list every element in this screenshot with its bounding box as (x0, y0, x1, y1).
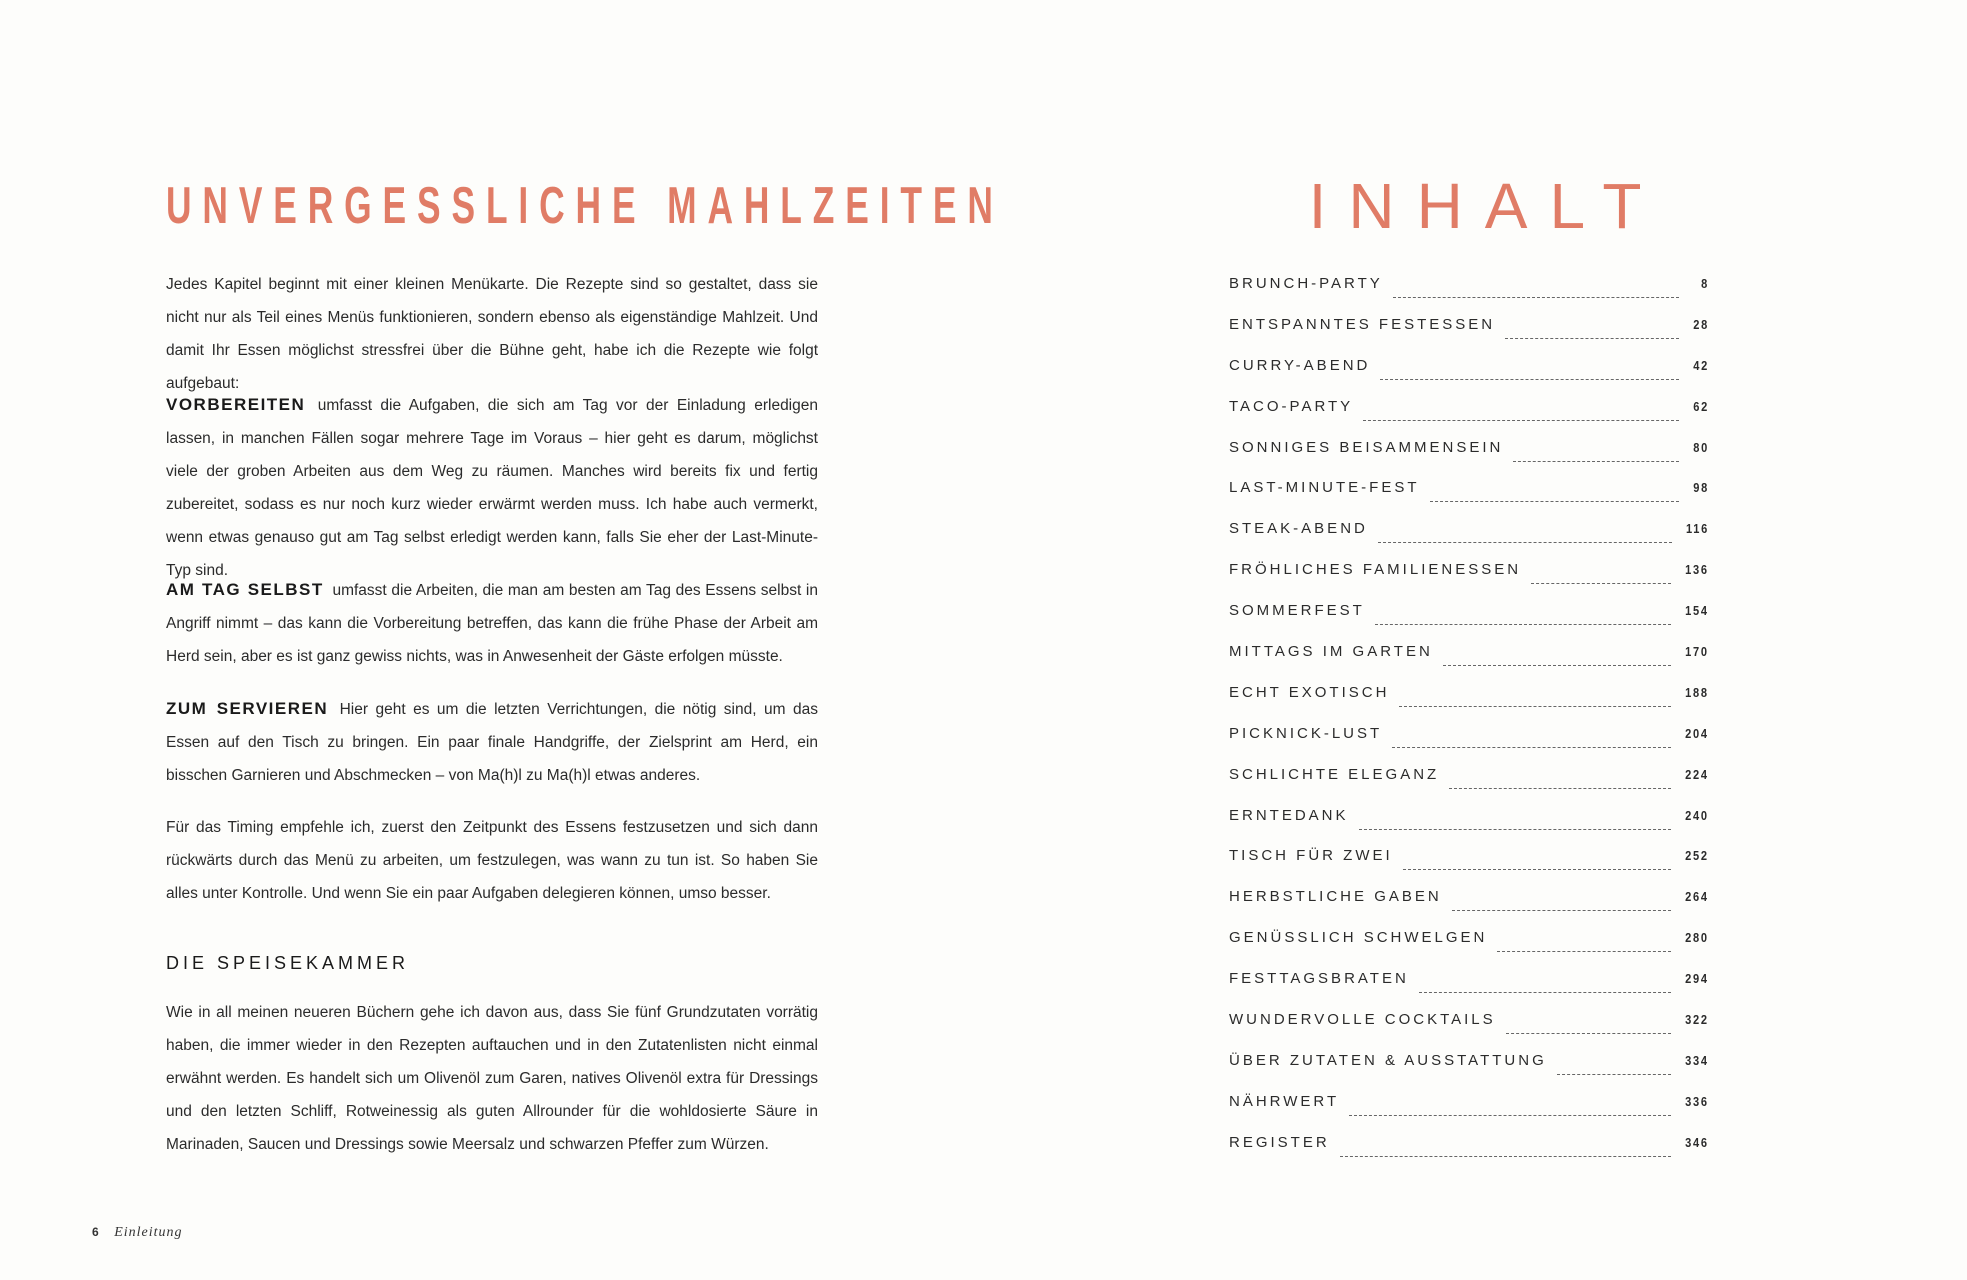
dotted-leader (1557, 1074, 1672, 1075)
section-name: Einleitung (114, 1225, 183, 1240)
toc-entry-page-number: 188 (1685, 684, 1709, 700)
section-text: umfasst die Arbeiten, die man am besten am Tag des Essens selbst in Angriff nimmt – das kann die Vorbereitung betreffen, das kann die frühe Phase der Arbeit am Herd sein, aber es ist ganz gewiss nichts, was in Anwesenheit der Gäste erfolgen müsste. (166, 582, 818, 665)
right-page (983, 0, 1967, 1280)
toc-entry-label: ECHT EXOTISCH (1229, 683, 1390, 701)
toc-entry-page-number: 62 (1693, 398, 1709, 414)
section-heading: DIE SPEISEKAMMER (166, 953, 410, 973)
toc-entry-page-number: 280 (1685, 930, 1709, 946)
toc-entry-page-number: 80 (1693, 439, 1709, 455)
dotted-leader (1375, 624, 1671, 625)
toc-entry-page-number: 294 (1685, 971, 1709, 987)
dotted-leader (1449, 788, 1671, 789)
pantry-paragraph: Wie in all meinen neueren Büchern gehe ich davon aus, dass Sie fünf Grundzutaten vorrätig haben, die immer wieder in den Rezepten auftauchen und in den Zutatenlisten nicht einmal erwähnt werden. Es handelt sich um Olivenöl zum Garen, natives Olivenöl extra für Dressings und den letzten Schliff, Rotweinessig als guten Allrounder für die wohldosierte Säure in Marinaden, Saucen und Dressings sowie Meersalz und schwarzen Pfeffer zum Würzen. (166, 1004, 818, 1153)
section-term: VORBEREITEN (166, 395, 306, 414)
dotted-leader (1419, 992, 1672, 993)
toc-entry[interactable] (1229, 888, 1709, 929)
toc-entry-page-number: 42 (1693, 357, 1709, 373)
dotted-leader (1378, 542, 1672, 543)
toc-entry-page-number: 116 (1686, 521, 1709, 537)
toc-entry[interactable] (1229, 439, 1709, 480)
toc-entry[interactable] (1229, 1093, 1709, 1134)
toc-entry-label: TACO-PARTY (1229, 397, 1354, 415)
dotted-leader (1452, 910, 1672, 911)
toc-entry[interactable] (1229, 643, 1709, 684)
toc-entry-label: WUNDERVOLLE COCKTAILS (1229, 1011, 1496, 1029)
toc-entry-label: TISCH FÜR ZWEI (1229, 847, 1393, 865)
toc-entry[interactable] (1229, 847, 1709, 888)
toc-entry-page-number: 322 (1685, 1012, 1709, 1028)
toc-entry[interactable] (1229, 807, 1709, 848)
dotted-leader (1380, 379, 1679, 380)
toc-entry-page-number: 154 (1685, 603, 1709, 619)
toc-entry-label: ERNTEDANK (1229, 806, 1349, 824)
section-prepare (166, 388, 818, 587)
page-number: 6 (92, 1225, 99, 1239)
dotted-leader (1340, 1156, 1672, 1157)
dotted-leader (1403, 869, 1672, 870)
toc-entry-page-number: 252 (1685, 848, 1709, 864)
toc-entry-label: SCHLICHTE ELEGANZ (1229, 765, 1440, 783)
toc-entry[interactable] (1229, 398, 1709, 439)
toc-entry-label: ÜBER ZUTATEN & AUSSTATTUNG (1229, 1051, 1547, 1069)
toc-entry-page-number: 170 (1685, 644, 1709, 660)
toc-entry-label: BRUNCH-PARTY (1229, 275, 1383, 292)
section-text: umfasst die Aufgaben, die sich am Tag vor der Einladung erledigen lassen, in manchen Fällen sogar mehrere Tage im Voraus – hier geht es darum, möglichst viele der groben Arbeiten aus dem Weg zu räumen. Manches wird bereits fix und fertig zubereitet, sodass es nur noch kurz wieder erwärmt werden muss. Ich habe auch vermerkt, wenn etwas genauso gut am Tag selbst erledigt werden kann, falls Sie eher der Last-Minute-Typ sind. (166, 397, 818, 579)
toc-entry-label: FESTTAGSBRATEN (1229, 970, 1409, 988)
dotted-leader (1443, 665, 1672, 666)
dotted-leader (1392, 747, 1671, 748)
toc-entry-label: LAST-MINUTE-FEST (1229, 479, 1420, 497)
toc-entry[interactable] (1229, 684, 1709, 725)
dotted-leader (1531, 583, 1671, 584)
toc-entry-page-number: 334 (1685, 1052, 1709, 1068)
toc-entry-label: HERBSTLICHE GABEN (1229, 888, 1442, 906)
toc-entry[interactable] (1229, 602, 1709, 643)
intro-paragraph: Jedes Kapitel beginnt mit einer kleinen Menükarte. Die Rezepte sind so gestaltet, dass sie nicht nur als Teil eines Menüs funktionieren, sondern ebenso als eigenständige Mahlzeit. Und damit Ihr Essen möglichst stressfrei über die Bühne geht, habe ich die Rezepte wie folgt aufgebaut: (166, 276, 818, 392)
toc-entry-page-number: 346 (1685, 1134, 1709, 1150)
timing-paragraph: Für das Timing empfehle ich, zuerst den Zeitpunkt des Essens festzusetzen und sich dann rückwärts durch das Menü zu arbeiten, um festzulegen, was wann zu tun ist. So haben Sie alles unter Kontrolle. Und wenn Sie ein paar Aufgaben delegieren können, umso besser. (166, 819, 818, 902)
toc-entry[interactable] (1229, 1134, 1709, 1175)
toc-entry[interactable] (1229, 970, 1709, 1011)
toc-entry-page-number: 136 (1685, 562, 1709, 578)
dotted-leader (1497, 951, 1671, 952)
toc-entry[interactable] (1229, 357, 1709, 398)
toc-entry-label: GENÜSSLICH SCHWELGEN (1229, 929, 1488, 947)
dotted-leader (1506, 1033, 1672, 1034)
toc-entry[interactable] (1229, 1052, 1709, 1093)
dotted-leader (1349, 1115, 1671, 1116)
toc-entry[interactable] (1229, 725, 1709, 766)
table-of-contents (1229, 275, 1709, 1175)
section-same-day (166, 573, 818, 673)
toc-entry-page-number: 98 (1693, 480, 1709, 496)
toc-entry-page-number: 240 (1685, 807, 1709, 823)
toc-entry[interactable] (1229, 766, 1709, 807)
toc-entry-page-number: 336 (1685, 1093, 1709, 1109)
dotted-leader (1363, 420, 1679, 421)
toc-entry-label: SOMMERFEST (1229, 602, 1365, 620)
section-term: ZUM SERVIEREN (166, 699, 329, 718)
toc-entry-label: PICKNICK-LUST (1229, 724, 1383, 742)
toc-entry[interactable] (1229, 316, 1709, 357)
toc-entry-label: REGISTER (1229, 1133, 1330, 1151)
toc-entry-label: STEAK-ABEND (1229, 520, 1368, 538)
toc-entry-label: SONNIGES BEISAMMENSEIN (1229, 438, 1504, 456)
toc-entry-page-number: 28 (1693, 316, 1709, 332)
toc-entry[interactable] (1229, 929, 1709, 970)
toc-entry-page-number: 264 (1685, 889, 1709, 905)
toc-title: INHALT (1308, 170, 1664, 242)
page-title: UNVERGESSLICHE MAHLZEITEN (166, 177, 1004, 235)
dotted-leader (1359, 829, 1672, 830)
section-term: AM TAG SELBST (166, 580, 324, 599)
dotted-leader (1399, 706, 1671, 707)
toc-entry[interactable] (1229, 479, 1709, 520)
toc-entry[interactable] (1229, 1011, 1709, 1052)
dotted-leader (1513, 461, 1679, 462)
toc-entry-page-number: 224 (1685, 766, 1709, 782)
toc-entry-label: NÄHRWERT (1229, 1092, 1340, 1110)
toc-entry-label: ENTSPANNTES FESTESSEN (1229, 315, 1496, 333)
toc-entry-page-number: 8 (1701, 276, 1709, 291)
dotted-leader (1393, 297, 1679, 298)
toc-entry[interactable] (1229, 275, 1709, 316)
dotted-leader (1430, 501, 1679, 502)
section-text: Hier geht es um die letzten Verrichtungen, die nötig sind, um das Essen auf den Tisch zu bringen. Ein paar finale Handgriffe, der Zielsprint am Herd, ein bisschen Garnieren und Abschmecken – von Ma(h)l zu Ma(h)l etwas anderes. (166, 701, 818, 784)
toc-entry-label: CURRY-ABEND (1229, 356, 1371, 374)
page-footer (92, 1225, 183, 1241)
toc-entry[interactable] (1229, 520, 1709, 561)
toc-entry-label: FRÖHLICHES FAMILIENESSEN (1229, 561, 1522, 579)
section-serve (166, 692, 818, 792)
toc-entry-page-number: 204 (1685, 725, 1709, 741)
dotted-leader (1505, 338, 1679, 339)
toc-entry[interactable] (1229, 561, 1709, 602)
toc-entry-label: MITTAGS IM GARTEN (1229, 643, 1433, 661)
